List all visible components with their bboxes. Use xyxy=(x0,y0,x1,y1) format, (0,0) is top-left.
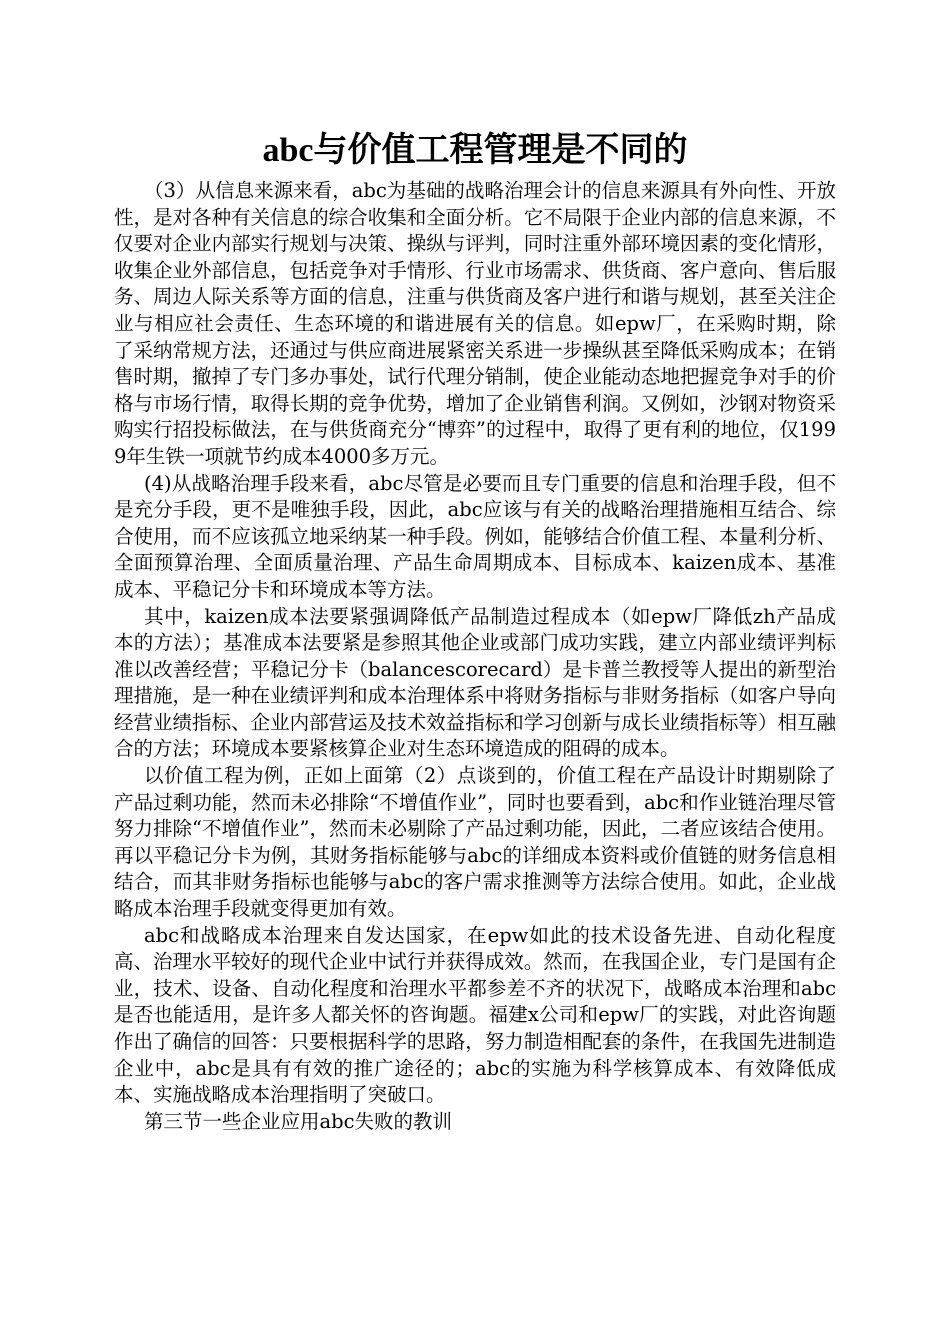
paragraph-information-source: （3）从信息来源来看，abc为基础的战略治理会计的信息来源具有外向性、开放性，是对各种有关信息的综合收集和全面分析。它不局限于企业内部的信息来源，不仅要对企业内部实行规划与决策、操纵与评判，同时注重外部环境因素的变化情形，收集企业外部信息，包括竞争对手情形、行业市场需求、供货商、客户意向、售后服务、周边人际关系等方面的信息，注重与供货商及客户进行和谐与规划，甚至关注企业与相应社会责任、生态环境的和谐进展有关的信息。如epw厂，在采购时期，除了采纳常规方法，还通过与供应商进展紧密关系进一步操纵甚至降低采购成本；在销售时期，撤掉了专门多办事处，试行代理分销制，使企业能动态地把握竞争对手的价格与市场行情，取得长期的竞争优势，增加了企业销售利润。又例如，沙钢对物资采购实行招投标做法，在与供货商充分“博弈”的过程中，取得了更有利的地位，仅1999年生铁一项就节约成本4000多万元。 xyxy=(114,179,836,468)
paragraph-kaizen-benchmark-bsc: 其中，kaizen成本法要紧强调降低产品制造过程成本（如epw厂降低zh产品成本的方法）；基准成本法要紧是参照其他企业或部门成功实践，建立内部业绩评判标准以改善经营；平稳记分卡（balancescorecard）是卡普兰教授等人提出的新型治理措施，是一种在业绩评判和成本治理体系中将财务指标与非财务指标（如客户导向经营业绩指标、企业内部营运及技术效益指标和学习创新与成长业绩指标等）相互融合的方法；环境成本要紧核算企业对生态环境造成的阻碍的成本。 xyxy=(114,604,836,761)
paragraph-applicability-in-china: abc和战略成本治理来自发达国家，在epw如此的技术设备先进、自动化程度高、治理水平较好的现代企业中试行并获得成效。然而，在我国企业，专门是国有企业，技术、设备、自动化程度和治理水平都参差不齐的状况下，战略成本治理和abc是否也能适用，是许多人都关怀的咨询题。福建x公司和epw厂的实践，对此咨询题作出了确信的回答：只要根据科学的思路，努力制造相配套的条件，在我国先进制造企业中，abc是具有有效的推广途径的；abc的实施为科学核算成本、有效降低成本、实施战略成本治理指明了突破口。 xyxy=(114,923,836,1107)
document-title: abc与价值工程管理是不同的 xyxy=(262,132,688,169)
document-page xyxy=(114,128,836,1135)
section-heading-failure-lessons: 第三节一些企业应用abc失败的教训 xyxy=(144,1109,453,1133)
paragraph-management-means: (4)从战略治理手段来看，abc尽管是必要而且专门重要的信息和治理手段，但不是充分手段，更不是唯独手段，因此，abc应该与有关的战略治理措施相互结合、综合使用，而不应该孤立地采纳某一种手段。例如，能够结合价值工程、本量利分析、全面预算治理、全面质量治理、产品生命周期成本、目标成本、kaizen成本、基准成本、平稳记分卡和环境成本等方法。 xyxy=(114,471,836,601)
paragraph-value-engineering-example: 以价值工程为例，正如上面第（2）点谈到的，价值工程在产品设计时期剔除了产品过剩功能，然而未必排除“不增值作业”，同时也要看到，abc和作业链治理尽管努力排除“不增值作业”，然而未必剔除了产品过剩功能，因此，二者应该结合使用。再以平稳记分卡为例，其财务指标能够与abc的详细成本资料或价值链的财务信息相结合，而其非财务指标也能够与abc的客户需求推测等方法综合使用。如此，企业战略成本治理手段就变得更加有效。 xyxy=(114,764,836,921)
